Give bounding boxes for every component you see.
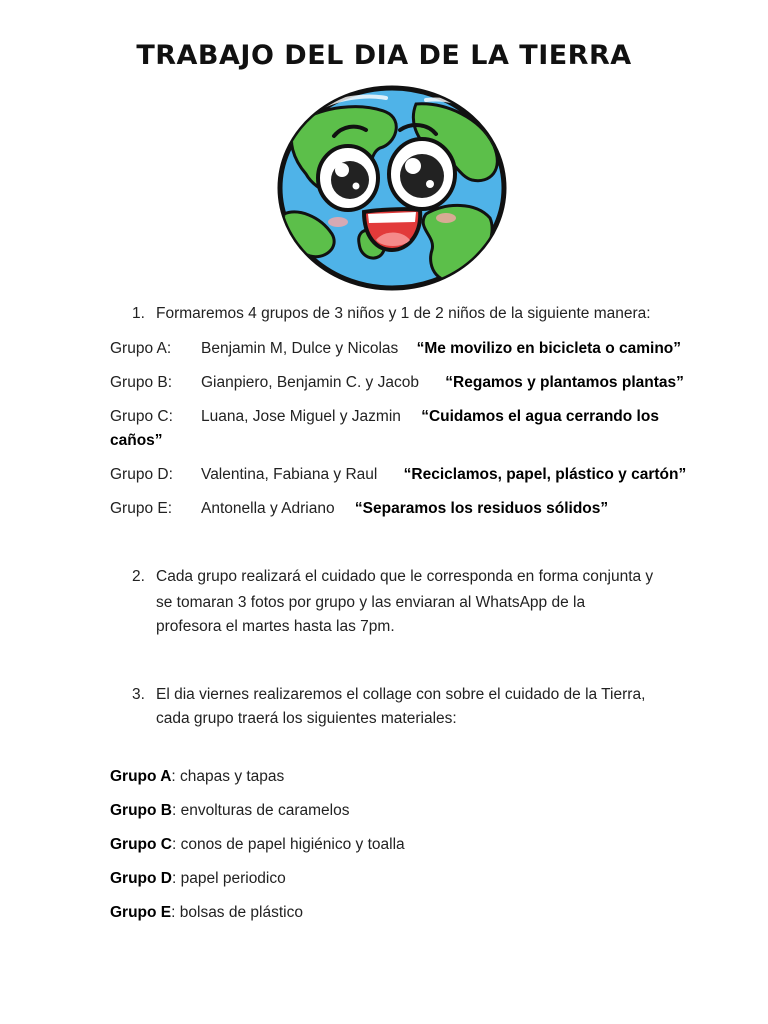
group-slogan: “Separamos los residuos sólidos” — [354, 500, 609, 517]
group-label: Grupo A: — [110, 340, 172, 357]
material-row — [110, 870, 286, 888]
item-2-line: Cada grupo realizará el cuidado que le corresponda en forma conjunta y — [156, 568, 654, 585]
group-row — [110, 500, 608, 518]
group-label: Grupo E: — [110, 500, 173, 517]
material-group-label: Grupo C — [110, 836, 172, 853]
page-title: TRABAJO DEL DIA DE LA TIERRA — [136, 40, 632, 71]
item-2-line: profesora el martes hasta las 7pm. — [156, 618, 395, 635]
group-members: Gianpiero, Benjamin C. y Jacob — [201, 374, 419, 391]
smiling-earth-icon — [276, 84, 508, 292]
group-slogan: “Reciclamos, papel, plástico y cartón” — [403, 466, 687, 483]
group-members: Benjamin M, Dulce y Nicolas — [201, 340, 399, 357]
material-item: : bolsas de plástico — [171, 904, 303, 921]
material-group-label: Grupo E — [110, 904, 172, 921]
material-row — [110, 768, 284, 786]
material-item: : chapas y tapas — [171, 768, 285, 785]
item-1-text: Formaremos 4 grupos de 3 niños y 1 de 2 niños de la siguiente manera: — [156, 305, 651, 322]
group-slogan-continued: caños” — [110, 432, 163, 449]
material-group-label: Grupo A — [110, 768, 172, 785]
group-label: Grupo D: — [110, 466, 173, 483]
group-members: Valentina, Fabiana y Raul — [201, 466, 378, 483]
group-row — [110, 408, 659, 426]
group-members: Antonella y Adriano — [201, 500, 335, 517]
material-row — [110, 802, 349, 820]
item-2-line: se tomaran 3 fotos por grupo y las enviaran al WhatsApp de la — [156, 594, 586, 611]
item-1-number: 1. — [132, 305, 145, 322]
group-label: Grupo C: — [110, 408, 173, 425]
item-3-line: El dia viernes realizaremos el collage con sobre el cuidado de la Tierra, — [156, 686, 646, 703]
group-members: Luana, Jose Miguel y Jazmin — [201, 408, 401, 425]
item-2-number: 2. — [132, 568, 145, 585]
material-row — [110, 836, 405, 854]
item-3-line: cada grupo traerá los siguientes materiales: — [156, 710, 457, 727]
material-item: : envolturas de caramelos — [172, 802, 350, 819]
group-row — [110, 374, 684, 392]
group-row — [110, 466, 686, 484]
material-item: : papel periodico — [172, 870, 286, 887]
material-group-label: Grupo D — [110, 870, 172, 887]
item-3-number: 3. — [132, 686, 145, 703]
group-slogan: “Me movilizo en bicicleta o camino” — [416, 340, 682, 357]
group-slogan: “Cuidamos el agua cerrando los — [421, 408, 659, 425]
group-slogan: “Regamos y plantamos plantas” — [445, 374, 684, 391]
material-row — [110, 904, 303, 922]
group-row — [110, 340, 681, 358]
group-label: Grupo B: — [110, 374, 173, 391]
material-group-label: Grupo B — [110, 802, 172, 819]
material-item: : conos de papel higiénico y toalla — [172, 836, 405, 853]
